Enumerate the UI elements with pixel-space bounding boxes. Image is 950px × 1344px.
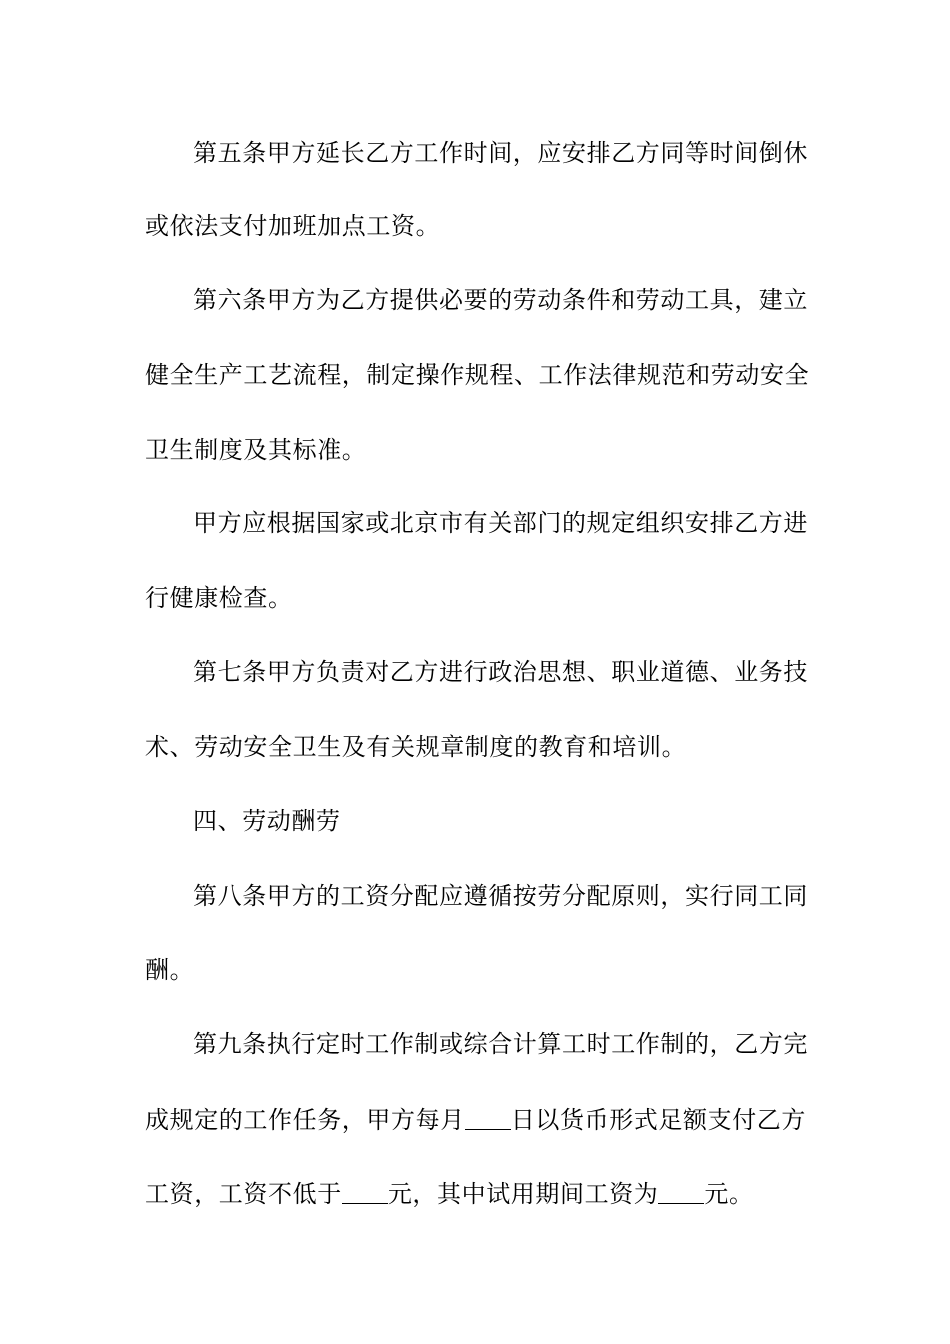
article9-line1: 第九条执行定时工作制或综合计算工时工作制的，乙方完 bbox=[193, 1030, 808, 1058]
health-check-line2: 行健康检查。 bbox=[145, 584, 293, 612]
article5-line1: 第五条甲方延长乙方工作时间，应安排乙方同等时间倒休 bbox=[193, 139, 808, 167]
article6-line2: 健全生产工艺流程，制定操作规程、工作法律规范和劳动安全 bbox=[145, 361, 810, 389]
health-check-line1: 甲方应根据国家或北京市有关部门的规定组织安排乙方进 bbox=[193, 509, 808, 537]
article8-line2: 酬。 bbox=[145, 956, 195, 984]
article9-line3-part3: 元。 bbox=[704, 1180, 754, 1208]
article9-line3 bbox=[145, 1174, 815, 1214]
article7-line2: 术、劳动安全卫生及有关规章制度的教育和培训。 bbox=[145, 733, 687, 761]
article9-line2-part1: 成规定的工作任务，甲方每月 bbox=[145, 1106, 465, 1134]
article6-line3: 卫生制度及其标准。 bbox=[145, 436, 367, 464]
pay-day-blank bbox=[465, 1103, 511, 1130]
article9-line3-part1: 工资，工资不低于 bbox=[145, 1180, 342, 1208]
article9-line3-part2: 元，其中试用期间工资为 bbox=[387, 1180, 659, 1208]
article6-line1: 第六条甲方为乙方提供必要的劳动条件和劳动工具，建立 bbox=[193, 286, 808, 314]
article8-line1: 第八条甲方的工资分配应遵循按劳分配原则，实行同工同 bbox=[193, 882, 808, 910]
article7-line1: 第七条甲方负责对乙方进行政治思想、职业道德、业务技 bbox=[193, 658, 808, 686]
min-wage-blank bbox=[342, 1177, 388, 1204]
article9-line2-part2: 日以货币形式足额支付乙方 bbox=[510, 1106, 807, 1134]
probation-wage-blank bbox=[658, 1177, 704, 1204]
article5-line2: 或依法支付加班加点工资。 bbox=[145, 212, 441, 240]
article9-line2 bbox=[145, 1100, 815, 1140]
section4-heading: 四、劳动酬劳 bbox=[193, 807, 341, 835]
